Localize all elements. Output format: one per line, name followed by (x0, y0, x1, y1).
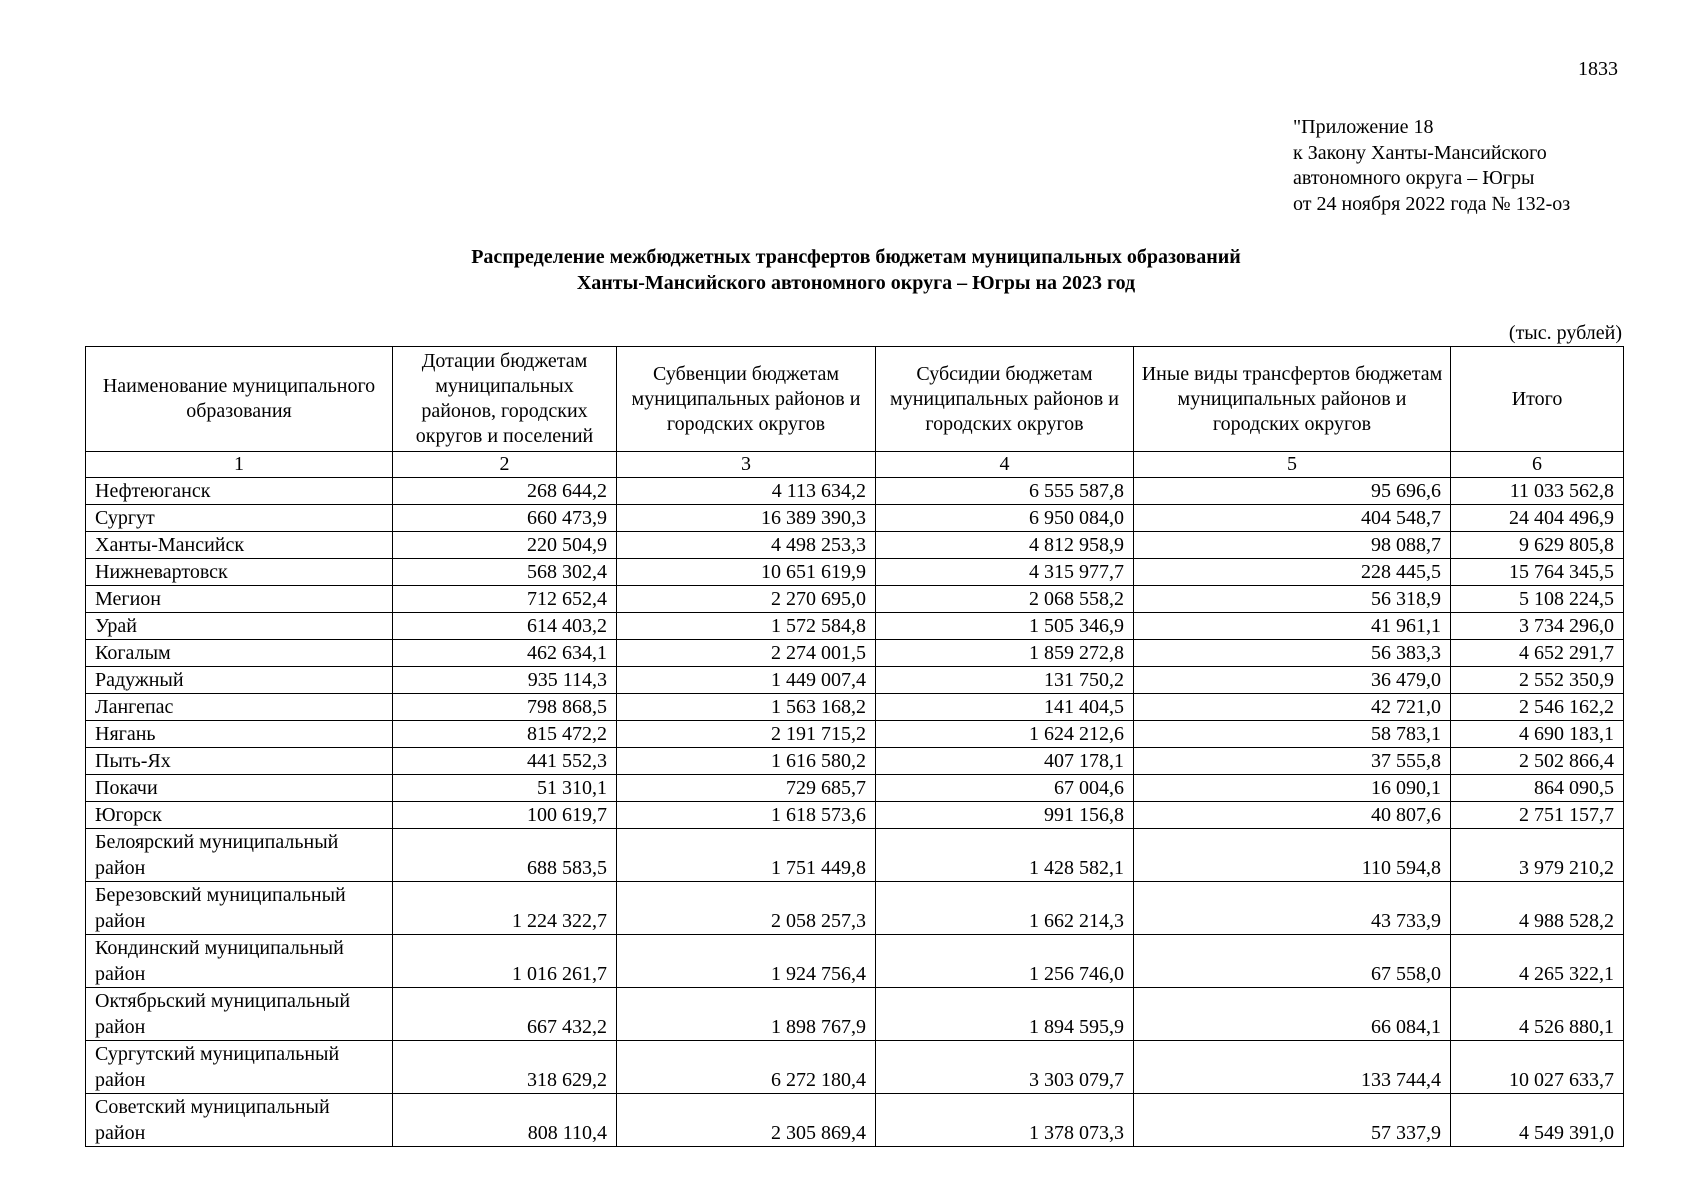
municipality-name-cell: Лангепас (86, 694, 393, 721)
table-row (86, 882, 1624, 935)
subsidies-cell: 407 178,1 (876, 748, 1134, 775)
dotations-cell: 318 629,2 (393, 1041, 617, 1094)
subsidies-cell: 6 555 587,8 (876, 478, 1134, 505)
subsidies-cell: 1 378 073,3 (876, 1094, 1134, 1147)
column-number-row (86, 452, 1624, 478)
dotations-cell: 667 432,2 (393, 988, 617, 1041)
table-row (86, 505, 1624, 532)
subsidies-cell: 1 662 214,3 (876, 882, 1134, 935)
dotations-cell: 441 552,3 (393, 748, 617, 775)
dotations-cell: 935 114,3 (393, 667, 617, 694)
total-cell: 11 033 562,8 (1451, 478, 1624, 505)
municipality-name-cell: Нефтеюганск (86, 478, 393, 505)
total-cell: 4 690 183,1 (1451, 721, 1624, 748)
other-transfers-cell: 43 733,9 (1134, 882, 1451, 935)
table-row (86, 829, 1624, 882)
dotations-cell: 614 403,2 (393, 613, 617, 640)
document-title (0, 245, 1697, 296)
municipality-name-cell: Покачи (86, 775, 393, 802)
dotations-cell: 568 302,4 (393, 559, 617, 586)
subsidies-cell: 1 505 346,9 (876, 613, 1134, 640)
dotations-cell: 712 652,4 (393, 586, 617, 613)
municipality-name-cell: Октябрьский муниципальный район (86, 988, 393, 1041)
subventions-cell: 2 274 001,5 (617, 640, 876, 667)
subsidies-cell: 1 256 746,0 (876, 935, 1134, 988)
header-subsidies-dotations: Дотации бюджетам муниципальных районов, городских округов и поселений (393, 347, 617, 452)
subsidies-cell: 67 004,6 (876, 775, 1134, 802)
dotations-cell: 660 473,9 (393, 505, 617, 532)
municipality-name-cell: Советский муниципальный район (86, 1094, 393, 1147)
municipality-name-cell: Нижневартовск (86, 559, 393, 586)
subventions-cell: 10 651 619,9 (617, 559, 876, 586)
dotations-cell: 815 472,2 (393, 721, 617, 748)
total-cell: 9 629 805,8 (1451, 532, 1624, 559)
other-transfers-cell: 95 696,6 (1134, 478, 1451, 505)
municipality-name-cell: Пыть-Ях (86, 748, 393, 775)
dotations-cell: 462 634,1 (393, 640, 617, 667)
other-transfers-cell: 98 088,7 (1134, 532, 1451, 559)
total-cell: 4 652 291,7 (1451, 640, 1624, 667)
table-body (86, 478, 1624, 1147)
municipality-name-cell: Кондинский муниципальный район (86, 935, 393, 988)
subventions-cell: 1 563 168,2 (617, 694, 876, 721)
subventions-cell: 2 270 695,0 (617, 586, 876, 613)
dotations-cell: 1 224 322,7 (393, 882, 617, 935)
total-cell: 24 404 496,9 (1451, 505, 1624, 532)
municipality-name-cell: Когалым (86, 640, 393, 667)
subventions-cell: 729 685,7 (617, 775, 876, 802)
other-transfers-cell: 37 555,8 (1134, 748, 1451, 775)
dotations-cell: 798 868,5 (393, 694, 617, 721)
municipality-name-cell: Югорск (86, 802, 393, 829)
municipality-name-cell: Мегион (86, 586, 393, 613)
transfers-table (85, 346, 1624, 1147)
total-cell: 2 502 866,4 (1451, 748, 1624, 775)
total-cell: 2 751 157,7 (1451, 802, 1624, 829)
total-cell: 3 979 210,2 (1451, 829, 1624, 882)
subventions-cell: 1 924 756,4 (617, 935, 876, 988)
title-line-2: Ханты-Мансийского автономного округа – Югры на 2023 год (576, 271, 1136, 294)
appendix-reference (1293, 115, 1570, 217)
column-number: 2 (393, 452, 617, 478)
title-line-1: Распределение межбюджетных трансфертов бюджетам муниципальных образований (471, 246, 1241, 268)
dotations-cell: 688 583,5 (393, 829, 617, 882)
total-cell: 3 734 296,0 (1451, 613, 1624, 640)
header-municipality: Наименование муниципального образования (86, 347, 393, 452)
column-number: 5 (1134, 452, 1451, 478)
subventions-cell: 4 113 634,2 (617, 478, 876, 505)
subventions-cell: 1 751 449,8 (617, 829, 876, 882)
subsidies-cell: 141 404,5 (876, 694, 1134, 721)
municipality-name-cell: Белоярский муниципальный район (86, 829, 393, 882)
column-number: 1 (86, 452, 393, 478)
table-row (86, 721, 1624, 748)
table-row (86, 802, 1624, 829)
table-row (86, 478, 1624, 505)
dotations-cell: 808 110,4 (393, 1094, 617, 1147)
subsidies-cell: 4 315 977,7 (876, 559, 1134, 586)
table-row (86, 640, 1624, 667)
subsidies-cell: 1 894 595,9 (876, 988, 1134, 1041)
total-cell: 5 108 224,5 (1451, 586, 1624, 613)
table-row (86, 1041, 1624, 1094)
other-transfers-cell: 42 721,0 (1134, 694, 1451, 721)
other-transfers-cell: 16 090,1 (1134, 775, 1451, 802)
column-number: 6 (1451, 452, 1624, 478)
subsidies-cell: 6 950 084,0 (876, 505, 1134, 532)
subventions-cell: 4 498 253,3 (617, 532, 876, 559)
dotations-cell: 220 504,9 (393, 532, 617, 559)
subsidies-cell: 1 428 582,1 (876, 829, 1134, 882)
table-row (86, 748, 1624, 775)
municipality-name-cell: Березовский муниципальный район (86, 882, 393, 935)
other-transfers-cell: 66 084,1 (1134, 988, 1451, 1041)
total-cell: 864 090,5 (1451, 775, 1624, 802)
page-number: 1833 (1578, 58, 1618, 80)
table-row (86, 935, 1624, 988)
other-transfers-cell: 56 318,9 (1134, 586, 1451, 613)
subventions-cell: 2 305 869,4 (617, 1094, 876, 1147)
dotations-cell: 1 016 261,7 (393, 935, 617, 988)
appendix-line-3: автономного округа – Югры (1293, 167, 1535, 189)
column-number: 3 (617, 452, 876, 478)
other-transfers-cell: 41 961,1 (1134, 613, 1451, 640)
municipality-name-cell: Нягань (86, 721, 393, 748)
subsidies-cell: 1 624 212,6 (876, 721, 1134, 748)
other-transfers-cell: 40 807,6 (1134, 802, 1451, 829)
subsidies-cell: 2 068 558,2 (876, 586, 1134, 613)
subventions-cell: 6 272 180,4 (617, 1041, 876, 1094)
column-number: 4 (876, 452, 1134, 478)
table-row (86, 1094, 1624, 1147)
subventions-cell: 1 572 584,8 (617, 613, 876, 640)
subventions-cell: 1 616 580,2 (617, 748, 876, 775)
total-cell: 4 265 322,1 (1451, 935, 1624, 988)
table-row (86, 559, 1624, 586)
subsidies-cell: 1 859 272,8 (876, 640, 1134, 667)
appendix-line-2: к Закону Ханты-Мансийского (1293, 141, 1547, 164)
other-transfers-cell: 133 744,4 (1134, 1041, 1451, 1094)
other-transfers-cell: 56 383,3 (1134, 640, 1451, 667)
municipality-name-cell: Урай (86, 613, 393, 640)
subventions-cell: 2 058 257,3 (617, 882, 876, 935)
total-cell: 2 552 350,9 (1451, 667, 1624, 694)
other-transfers-cell: 110 594,8 (1134, 829, 1451, 882)
total-cell: 4 549 391,0 (1451, 1094, 1624, 1147)
subsidies-cell: 4 812 958,9 (876, 532, 1134, 559)
appendix-line-4: от 24 ноября 2022 года № 132-оз (1293, 192, 1571, 215)
other-transfers-cell: 57 337,9 (1134, 1094, 1451, 1147)
municipality-name-cell: Радужный (86, 667, 393, 694)
municipality-name-cell: Сургут (86, 505, 393, 532)
subventions-cell: 2 191 715,2 (617, 721, 876, 748)
subsidies-cell: 131 750,2 (876, 667, 1134, 694)
dotations-cell: 51 310,1 (393, 775, 617, 802)
dotations-cell: 100 619,7 (393, 802, 617, 829)
header-total: Итого (1451, 347, 1624, 452)
subventions-cell: 1 449 007,4 (617, 667, 876, 694)
header-row (86, 347, 1624, 452)
table-row (86, 988, 1624, 1041)
table-row (86, 775, 1624, 802)
other-transfers-cell: 58 783,1 (1134, 721, 1451, 748)
table-row (86, 613, 1624, 640)
other-transfers-cell: 404 548,7 (1134, 505, 1451, 532)
subventions-cell: 1 618 573,6 (617, 802, 876, 829)
appendix-line-1: "Приложение 18 (1293, 116, 1434, 138)
subventions-cell: 16 389 390,3 (617, 505, 876, 532)
table-row (86, 667, 1624, 694)
total-cell: 10 027 633,7 (1451, 1041, 1624, 1094)
units-label: (тыс. рублей) (1508, 322, 1622, 344)
header-subsidies: Субсидии бюджетам муниципальных районов и городских округов (876, 347, 1134, 452)
table-row (86, 586, 1624, 613)
dotations-cell: 268 644,2 (393, 478, 617, 505)
subsidies-cell: 3 303 079,7 (876, 1041, 1134, 1094)
other-transfers-cell: 228 445,5 (1134, 559, 1451, 586)
subventions-cell: 1 898 767,9 (617, 988, 876, 1041)
other-transfers-cell: 36 479,0 (1134, 667, 1451, 694)
table-row (86, 532, 1624, 559)
municipality-name-cell: Сургутский муниципальный район (86, 1041, 393, 1094)
subsidies-cell: 991 156,8 (876, 802, 1134, 829)
municipality-name-cell: Ханты-Мансийск (86, 532, 393, 559)
total-cell: 4 526 880,1 (1451, 988, 1624, 1041)
other-transfers-cell: 67 558,0 (1134, 935, 1451, 988)
total-cell: 2 546 162,2 (1451, 694, 1624, 721)
total-cell: 15 764 345,5 (1451, 559, 1624, 586)
header-other-transfers: Иные виды трансфертов бюджетам муниципальных районов и городских округов (1134, 347, 1451, 452)
table-row (86, 694, 1624, 721)
total-cell: 4 988 528,2 (1451, 882, 1624, 935)
header-subventions: Субвенции бюджетам муниципальных районов и городских округов (617, 347, 876, 452)
